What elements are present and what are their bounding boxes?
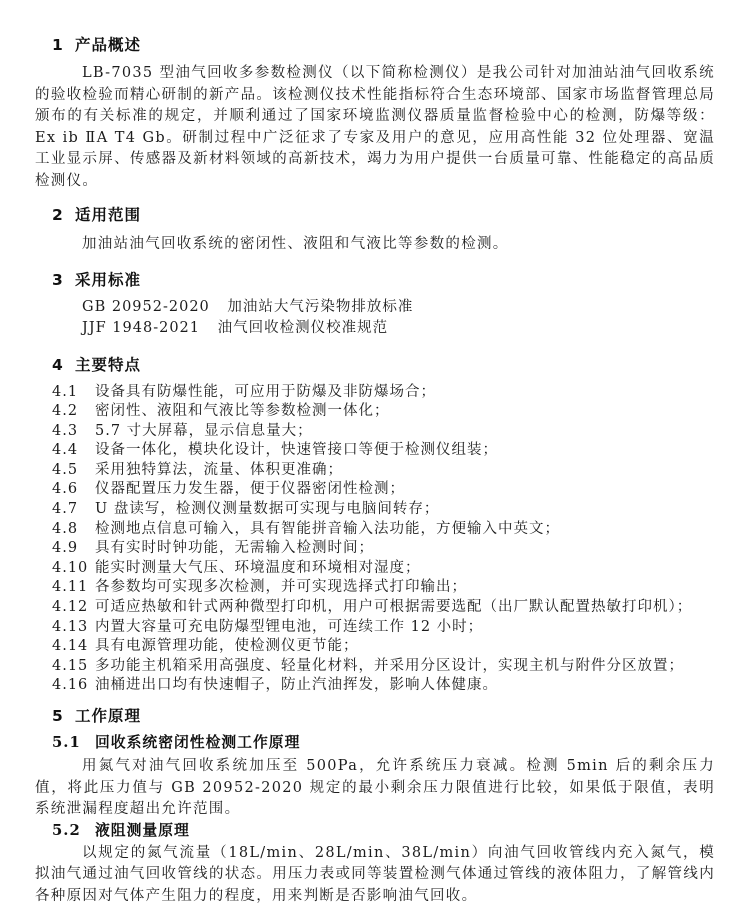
section-1-heading — [52, 34, 715, 56]
feature-number: 4.6 — [52, 480, 95, 500]
feature-item — [52, 676, 715, 696]
feature-item — [52, 441, 715, 461]
feature-number: 4.4 — [52, 441, 95, 461]
feature-text: 可适应热敏和针式两种微型打印机，用户可根据需要选配（出厂默认配置热敏打印机）； — [95, 598, 715, 618]
section-3-title: 采用标准 — [75, 269, 141, 291]
feature-text: 各参数均可实现多次检测，并可实现选择式打印输出； — [95, 578, 715, 598]
standard-row — [82, 318, 715, 340]
feature-number: 4.9 — [52, 539, 95, 559]
subsection-5-1-title: 回收系统密闭性检测工作原理 — [95, 733, 300, 753]
feature-item — [52, 402, 715, 422]
feature-item — [52, 598, 715, 618]
feature-text: 检测地点信息可输入，具有智能拼音输入法功能，方便输入中英文； — [95, 520, 715, 540]
standard-name: 加油站大气污染物排放标准 — [227, 299, 413, 315]
subsection-5-1-paragraph: 用氮气对油气回收系统加压至 500Pa，允许系统压力衰减。检测 5min 后的剩余压力值，将此压力值与 GB 20952-2020 规定的最小剩余压力限值进行比较，如果低于限值，表明系统泄漏程度超出允许范围。 — [35, 756, 715, 821]
feature-number: 4.1 — [52, 383, 95, 403]
feature-text: 密闭性、液阻和气液比等参数检测一体化； — [95, 402, 715, 422]
feature-item — [52, 637, 715, 657]
feature-text: 设备具有防爆性能，可应用于防爆及非防爆场合； — [95, 383, 715, 403]
section-1-title: 产品概述 — [75, 34, 141, 56]
section-3-heading — [52, 269, 715, 291]
subsection-5-2-number: 5.2 — [52, 821, 95, 841]
feature-text: 具有实时时钟功能，无需输入检测时间； — [95, 539, 715, 559]
feature-item — [52, 383, 715, 403]
feature-number: 4.8 — [52, 520, 95, 540]
feature-number: 4.10 — [52, 559, 95, 579]
subsection-5-2-heading — [52, 821, 715, 841]
feature-number: 4.5 — [52, 461, 95, 481]
feature-text: 多功能主机箱采用高强度、轻量化材料，并采用分区设计，实现主机与附件分区放置； — [95, 657, 715, 677]
feature-text: 油桶进出口均有快速帽子，防止汽油挥发，影响人体健康。 — [95, 676, 715, 696]
feature-item — [52, 559, 715, 579]
feature-number: 4.11 — [52, 578, 95, 598]
feature-text: 能实时测量大气压、环境温度和环境相对湿度； — [95, 559, 715, 579]
section-5-heading — [52, 705, 715, 727]
feature-number: 4.7 — [52, 500, 95, 520]
feature-item — [52, 578, 715, 598]
feature-text: 采用独特算法，流量、体积更准确； — [95, 461, 715, 481]
feature-number: 4.15 — [52, 657, 95, 677]
feature-number: 4.16 — [52, 676, 95, 696]
feature-text: 设备一体化，模块化设计，快速管接口等便于检测仪组装； — [95, 441, 715, 461]
feature-text: 具有电源管理功能，使检测仪更节能； — [95, 637, 715, 657]
section-2-number: 2 — [52, 204, 75, 226]
feature-item — [52, 422, 715, 442]
subsection-5-2-title: 液阻测量原理 — [95, 821, 190, 841]
section-5-title: 工作原理 — [75, 705, 141, 727]
feature-text: 5.7 寸大屏幕，显示信息量大； — [95, 422, 715, 442]
section-2-title: 适用范围 — [75, 204, 141, 226]
feature-item — [52, 539, 715, 559]
section-1-number: 1 — [52, 34, 75, 56]
feature-item — [52, 461, 715, 481]
feature-item — [52, 500, 715, 520]
feature-number: 4.14 — [52, 637, 95, 657]
standard-code: GB 20952-2020 — [82, 299, 210, 315]
subsection-5-1-heading — [52, 733, 715, 753]
feature-text: 内置大容量可充电防爆型锂电池，可连续工作 12 小时； — [95, 618, 715, 638]
feature-number: 4.13 — [52, 618, 95, 638]
section-2-heading — [52, 204, 715, 226]
subsection-5-1-number: 5.1 — [52, 733, 95, 753]
feature-number: 4.2 — [52, 402, 95, 422]
section-4-number: 4 — [52, 354, 75, 376]
section-2-paragraph: 加油站油气回收系统的密闭性、液阻和气液比等参数的检测。 — [35, 234, 715, 256]
feature-number: 4.12 — [52, 598, 95, 618]
section-1-paragraph: LB-7035 型油气回收多参数检测仪（以下简称检测仪）是我公司针对加油站油气回收系统的验收检验而精心研制的新产品。该检测仪技术性能指标符合生态环境部、国家市场监督管理总局颁布的有关标准的规定，并顺利通过了国家环境监测仪器质量监督检验中心的检测，防爆等级：Ex ib ⅡA T4 Gb。研制过程中广泛征求了专家及用户的意见，应用高性能 32 位处理器、宽温工业显示屏、传感器及新材料领域的高新技术，竭力为用户提供一台质量可靠、性能稳定的高品质检测仪。 — [35, 63, 715, 192]
feature-item — [52, 520, 715, 540]
feature-number: 4.3 — [52, 422, 95, 442]
section-4-heading — [52, 354, 715, 376]
section-4-title: 主要特点 — [75, 354, 141, 376]
section-3-number: 3 — [52, 269, 75, 291]
feature-text: 仪器配置压力发生器，便于仪器密闭性检测； — [95, 480, 715, 500]
feature-item — [52, 657, 715, 677]
standard-code: JJF 1948-2021 — [82, 320, 200, 336]
feature-item — [52, 480, 715, 500]
feature-text: U 盘读写，检测仪测量数据可实现与电脑间转存； — [95, 500, 715, 520]
standard-row — [82, 297, 715, 319]
standard-name: 油气回收检测仪校准规范 — [218, 320, 389, 336]
feature-item — [52, 618, 715, 638]
subsection-5-2-paragraph: 以规定的氮气流量（18L/min、28L/min、38L/min）向油气回收管线内充入氮气，模拟油气通过油气回收管线的状态。用压力表或同等装置检测气体通过管线的液体阻力，了解管线内各种原因对气体产生阻力的程度，用来判断是否影响油气回收。 — [35, 843, 715, 907]
section-5-number: 5 — [52, 705, 75, 727]
